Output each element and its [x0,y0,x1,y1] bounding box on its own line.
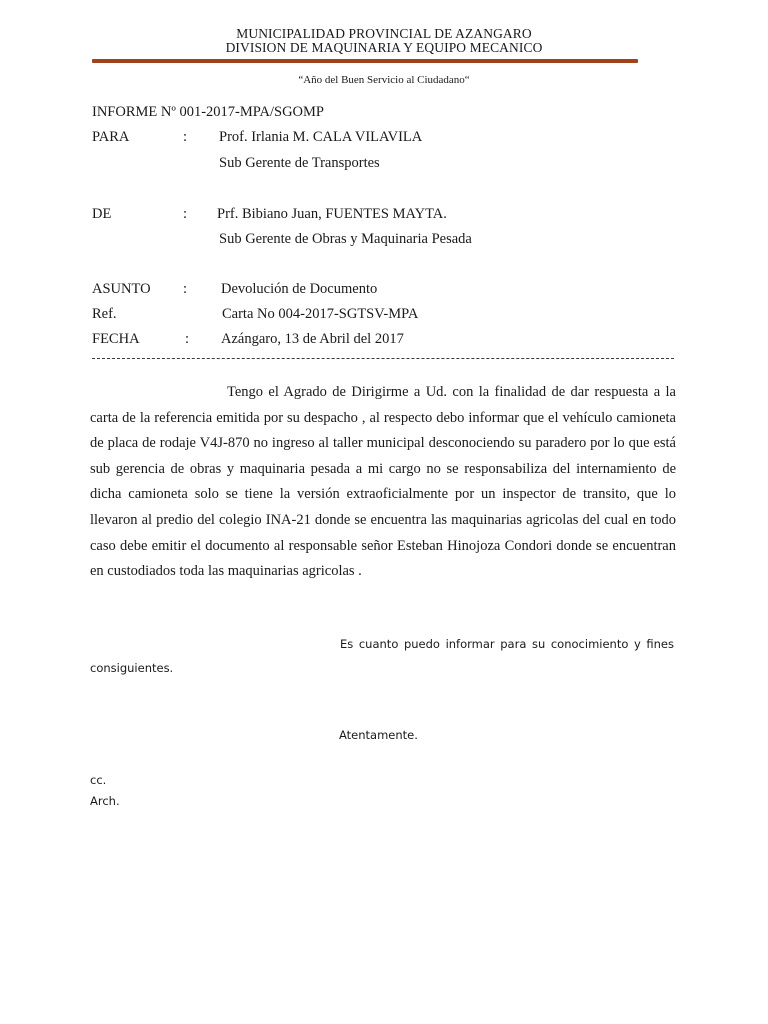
dashed-separator [92,358,674,359]
header-institution: MUNICIPALIDAD PROVINCIAL DE AZANGARO [236,26,532,41]
header-division: DIVISION DE MAQUINARIA Y EQUIPO MECANICO [225,40,543,55]
ref-label: Ref. [92,306,117,322]
de-role: Sub Gerente de Obras y Maquinaria Pesada [219,231,472,247]
para-role: Sub Gerente de Transportes [219,155,380,171]
body-paragraph: Tengo el Agrado de Dirigirme a Ud. con la finalidad de dar respuesta a la carta de la referencia emitida por su despacho , al respecto debo informar que el vehículo camioneta de placa de rodaje V4J-870 no ingreso al taller municipal desconociendo su paradero por lo que está sub gerencia de obras y maquinaria pesada a mi cargo no se responsabiliza del internamiento de dicha camioneta solo se tiene la versión extraoficialmente por un inspector de transito, que lo llevaron al predio del colegio INA-21 donde se encuentra las maquinarias agricolas del cual en todo caso debe emitir el documento al responsable señor Esteban Hinojoza Condori donde se encuentran en custodiados toda las maquinarias agricolas . [90,384,676,580]
archive-note: Arch. [90,794,120,808]
asunto-colon: : [183,281,188,297]
de-colon: : [183,206,188,222]
de-label: DE [92,206,112,222]
fecha-label: FECHA [92,331,140,347]
report-number: INFORME Nº 001-2017-MPA/SGOMP [92,104,324,120]
ref-value: Carta No 004-2017-SGTSV-MPA [222,306,419,322]
year-motto: “Año del Buen Servicio al Ciudadano“ [298,74,470,86]
para-colon: : [183,129,188,145]
de-name: Prf. Bibiano Juan, FUENTES MAYTA. [217,206,447,222]
cc-note: cc. [90,773,107,787]
para-name: Prof. Irlania M. CALA VILAVILA [219,129,423,145]
fecha-value: Azángaro, 13 de Abril del 2017 [221,331,404,347]
asunto-label: ASUNTO [92,281,151,297]
fecha-colon: : [185,331,190,347]
sign-off: Atentamente. [339,728,418,742]
para-label: PARA [92,129,130,145]
closing-paragraph: Es cuanto puedo informar para su conocimiento y fines consiguientes. [90,637,674,675]
asunto-value: Devolución de Documento [221,281,378,297]
header-rule [92,59,638,63]
